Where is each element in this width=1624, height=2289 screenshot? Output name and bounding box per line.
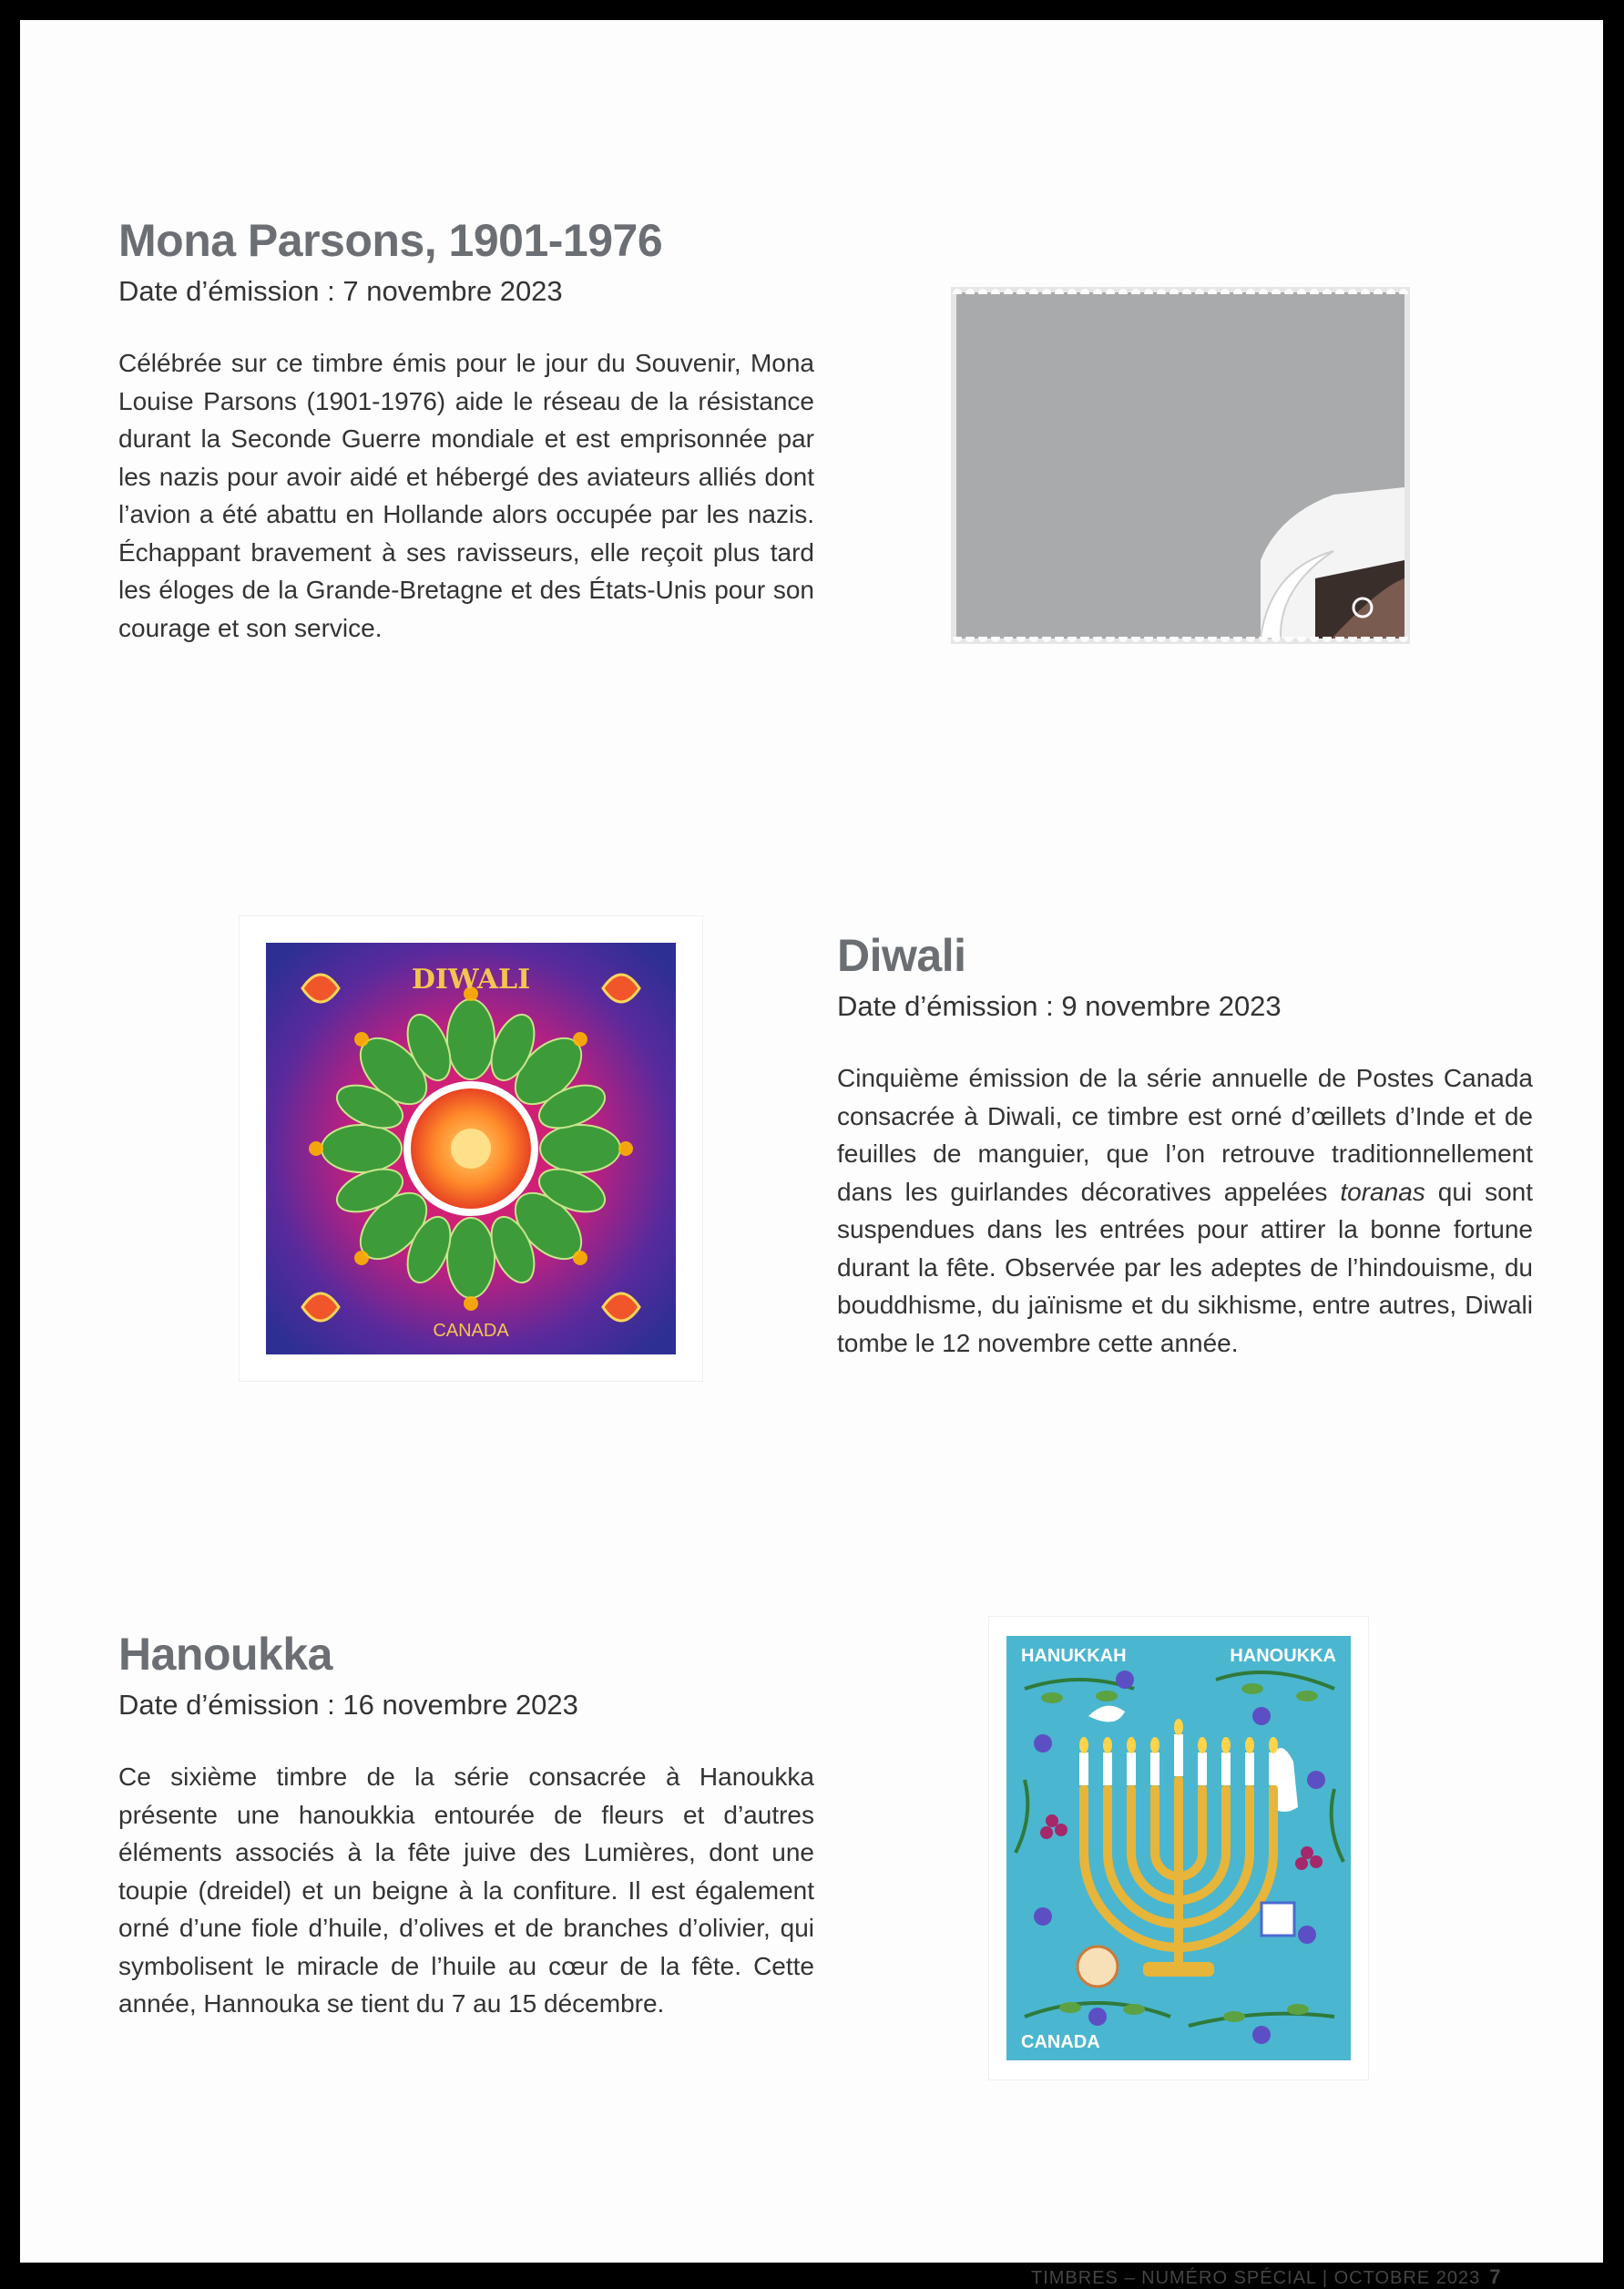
section-mona-parsons <box>118 213 814 647</box>
body-text: Célébrée sur ce timbre émis pour le jour du Souvenir, Mona Louise Parsons (1901-1976) aide le réseau de la résistance durant la Seconde Guerre mondiale et est emprisonnée par les nazis pour avoir aidé et hébergé des aviateurs alliés dont l’avion a été abattu en Hollande alors occupée par les nazis. Échappant bravement à ses ravisseurs, elle reçoit plus tard les éloges de la Grande-Bretagne et des États-Unis pour son courage et son service. <box>118 349 814 642</box>
issue-date: Date d’émission : 16 novembre 2023 <box>118 1689 578 1721</box>
body-text-italic: toranas <box>1340 1177 1425 1206</box>
page-footer <box>1031 2265 1541 2289</box>
section-body <box>118 344 814 647</box>
stamp-title: DIWALI <box>411 964 531 996</box>
section-title: Hanoukka <box>118 1629 332 1680</box>
stamp-label-en: HANUKKAH <box>1021 1646 1127 1666</box>
page-number: 7 <box>1489 2265 1502 2288</box>
section-body <box>118 1758 814 2023</box>
page <box>20 20 1603 2288</box>
issue-date: Date d’émission : 7 novembre 2023 <box>118 275 563 307</box>
section-title: Mona Parsons, 1901-1976 <box>118 215 663 266</box>
section-diwali <box>837 928 1533 1362</box>
stamp-country: CANADA <box>1021 2032 1100 2052</box>
section-body <box>837 1059 1533 1362</box>
body-text: Ce sixième timbre de la série consacrée à Hanoukka présente une hanoukkia entourée de fleurs et d’autres éléments associés à la fête juive des Lumières, dont une toupie (dreidel) et un beigne à la confiture. Il est également orné d’une fiole d’huile, d’olives et de branches d’olivier, qui symbolisent le miracle de l’huile au cœur de la fête. Cette année, Hannouka se tient du 7 au 15 décembre. <box>118 1763 814 2018</box>
stamp-country: CANADA <box>433 1321 509 1341</box>
body-text <box>837 1059 1533 1362</box>
body-text-part-2: qui sont suspendues dans les entrées pour attirer la bonne fortune durant la fête. Observée par les adeptes de l’hindouisme, du bouddhisme, du jaïnisme et du sikhisme, entre autres, Diwali tombe le 12 novembre cette année. <box>837 1177 1533 1357</box>
stamp-mona-parsons <box>951 287 1410 644</box>
section-hanoukka <box>118 1627 814 2023</box>
stamp-label-fr: HANOUKKA <box>1230 1646 1336 1666</box>
stamp-hanukkah <box>988 1616 1369 2080</box>
body-text-part-1: Cinquième émission de la série annuelle de Postes Canada consacrée à Diwali, ce timbre est orné d’œillets d’Inde et de feuilles de manguier, que l’on retrouve traditionnellement dans les guirlandes décoratives appelées <box>837 1064 1533 1206</box>
footer-text: TIMBRES – NUMÉRO SPÉCIAL | OCTOBRE 2023 <box>1031 2268 1481 2288</box>
issue-date: Date d’émission : 9 novembre 2023 <box>837 990 1282 1022</box>
stamp-diwali <box>239 915 703 1382</box>
section-title: Diwali <box>837 930 966 981</box>
